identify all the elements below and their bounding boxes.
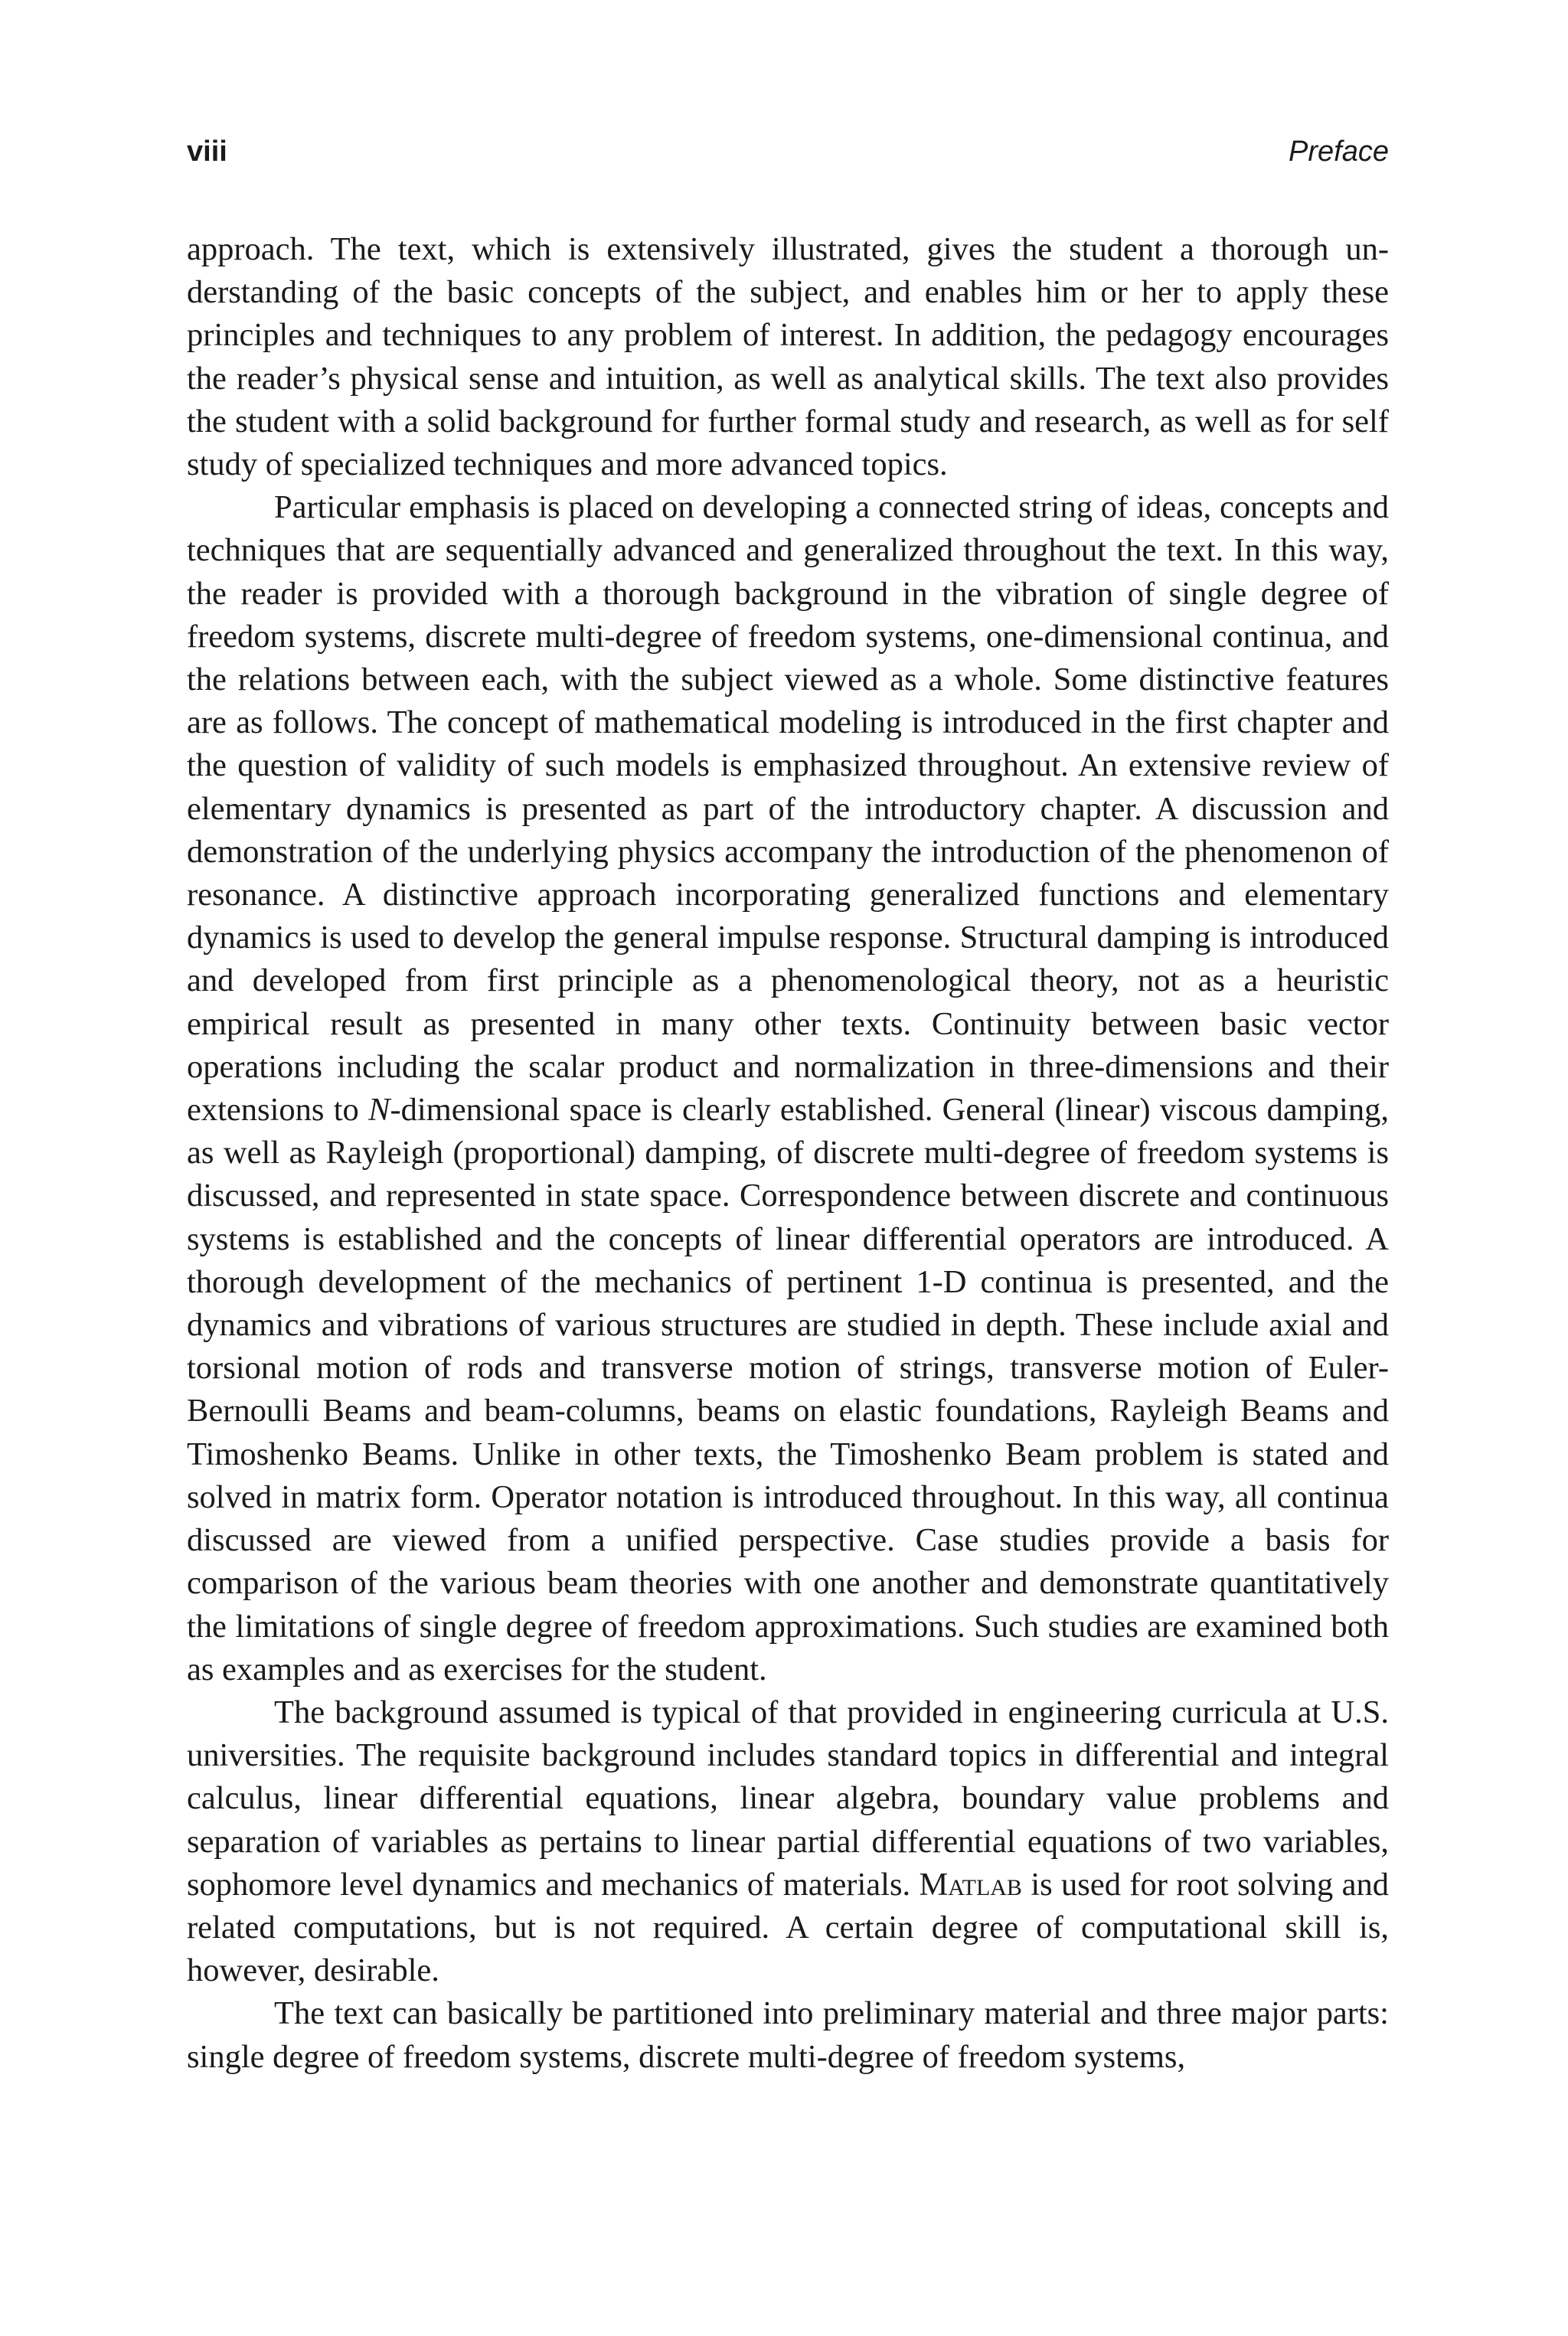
paragraph-3-part-2: is used for root solving and related computations, but is not required. A certain degree of computational skill is, however, desirable. [187, 1866, 1389, 1989]
n-dimensional-italic: N [368, 1092, 390, 1129]
page-number: viii [187, 136, 227, 168]
paragraph-2-part-2: -dimensional space is clearly established. General (linear) viscous damping, as well as Rayleigh (proportional) damping, of discrete multi-degree of freedom systems is discussed, and represented in state space. Correspondence between discrete and continuous systems is established and the concepts of linear differential operators are introduced. A thorough development of the mechanics of pertinent 1-D continua is presented, and the dynamics and vibrations of various structures are studied in depth. These include axial and torsional motion of rods and transverse motion of strings, transverse motion of Euler-Bernoulli Beams and beam-columns, beams on elastic foundations, Rayleigh Beams and Timoshenko Beams. Unlike in other texts, the Timoshenko Beam problem is stated and solved in matrix form. Operator notation is introduced throughout. In this way, all continua discussed are viewed from a unified perspective. Case studies provide a basis for comparison of the various beam theories with one another and demonstrate quantitatively the limitations of single degree of freedom approximations. Such studies are examined both as examples and as exercises for the student. [187, 1092, 1389, 1687]
paragraph-3 [187, 1691, 1389, 1992]
section-title: Preface [1289, 136, 1389, 168]
paragraph-2 [187, 486, 1389, 1691]
paragraph-3-part-1: The background assumed is typical of that provided in engineering curricula at U.S. universities. The requisite background includes standard topics in differential and integral calculus, linear differential equations, linear algebra, boundary value problems and separation of variables as pertains to linear partial differential equations of two variables, sophomore level dynamics and mechanics of materials. [187, 1694, 1389, 1903]
body-text [187, 228, 1389, 2079]
paragraph-2-part-1: Particular emphasis is placed on developing a connected string of ideas, concepts and techniques that are sequentially advanced and generalized throughout the text. In this way, the reader is provided with a thorough background in the vibration of single degree of freedom systems, discrete multi-degree of freedom systems, one-dimensional continua, and the relations between each, with the subject viewed as a whole. Some distinctive features are as follows. The concept of mathematical modeling is introduced in the first chapter and the question of validity of such models is emphasized throughout. An extensive review of elementary dynamics is presented as part of the introductory chapter. A discussion and demonstration of the underlying physics accompany the introduction of the phenomenon of resonance. A distinctive approach incorporating generalized functions and elementary dynamics is used to develop the general impulse response. Structural damping is introduced and developed from first principle as a phenomenological theory, not as a heuristic empirical result as presented in many other texts. Continuity between basic vector operations including the scalar product and normalization in three-dimensions and their extensions to [187, 489, 1389, 1129]
running-head [187, 129, 1389, 175]
paragraph-4: The text can basically be partitioned into preliminary material and three major parts: single degree of freedom systems, discrete multi-degree of freedom systems, [187, 1995, 1389, 2075]
paragraph-1: approach. The text, which is extensively illustrated, gives the student a thorough understanding of the basic concepts of the subject, and enables him or her to apply these principles and techniques to any problem of interest. In addition, the pedagogy encourages the reader’s physical sense and intuition, as well as analytical skills. The text also provides the student with a solid background for further formal study and research, as well as for self study of specialized techniques and more advanced topics. [187, 231, 1389, 483]
matlab-smallcaps: Matlab [919, 1866, 1022, 1903]
